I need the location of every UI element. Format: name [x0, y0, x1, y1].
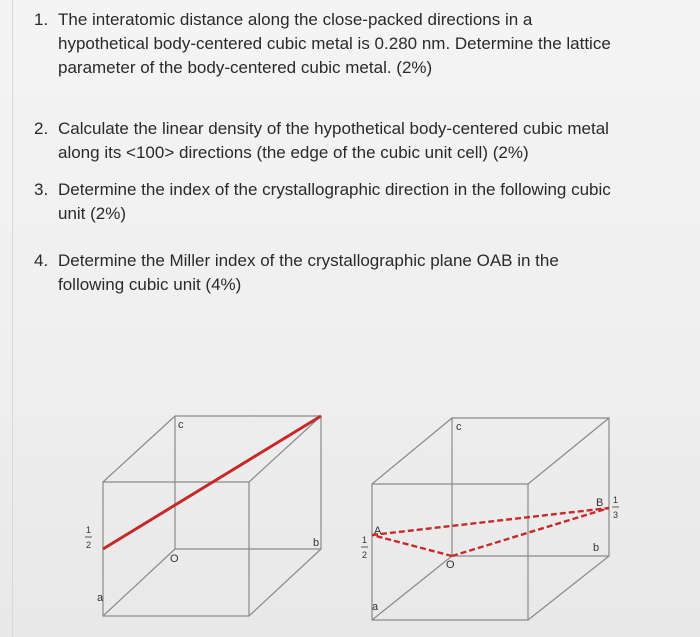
right-origin-label: O — [446, 559, 455, 571]
right-a-fraction-denominator: 2 — [362, 550, 368, 560]
plane-edge-a-b — [372, 508, 609, 535]
question-2-number: 2. — [34, 119, 49, 138]
right-axis-a-label: a — [372, 601, 379, 613]
left-cube-edge-bottom-right — [249, 549, 321, 616]
plane-edge-o-b — [452, 508, 609, 556]
right-cube-front-face — [372, 484, 528, 620]
left-origin-label: O — [170, 553, 179, 565]
question-4-number: 4. — [34, 251, 49, 270]
left-cube-edge-top-left — [103, 416, 175, 482]
question-4-line-1: Determine the Miller index of the crystallographic plane OAB in the — [58, 251, 559, 270]
left-cube-edge-bottom-left — [103, 549, 175, 616]
right-b-fraction-numerator: 1 — [613, 495, 619, 505]
right-a-fraction-numerator: 1 — [362, 535, 368, 545]
question-1-number: 1. — [34, 10, 49, 29]
question-2-line-1: Calculate the linear density of the hypothetical body-centered cubic metal — [58, 119, 609, 138]
left-cube-edge-top-right — [249, 416, 321, 482]
right-cube-edge-bottom-left — [372, 556, 452, 620]
question-4-line-2: following cubic unit (4%) — [58, 275, 242, 294]
left-fraction-denominator: 2 — [86, 540, 92, 550]
question-1-line-1: The interatomic distance along the close-packed directions in a — [58, 10, 533, 29]
left-axis-a-label: a — [97, 592, 104, 604]
question-3-line-1: Determine the index of the crystallographic direction in the following cubic — [58, 180, 611, 199]
left-cube — [103, 416, 321, 616]
right-axis-c-label: c — [456, 421, 462, 433]
question-3-number: 3. — [34, 180, 49, 199]
question-3-line-2: unit (2%) — [58, 204, 127, 223]
left-fraction-numerator: 1 — [86, 525, 92, 535]
plane-edge-o-a — [372, 535, 452, 556]
right-cube-plane-oab — [372, 508, 609, 556]
question-1-line-2: hypothetical body-centered cubic metal is 0.280 nm. Determine the lattice — [58, 34, 611, 53]
right-cube-edge-top-right — [528, 418, 609, 484]
right-point-b-label: B — [596, 497, 604, 509]
left-axis-c-label: c — [178, 419, 184, 431]
right-cube-back-face — [452, 418, 609, 556]
right-point-a-label: A — [374, 525, 382, 537]
question-2-line-2: along its <100> directions (the edge of the cubic unit cell) (2%) — [58, 143, 529, 162]
right-b-fraction-denominator: 3 — [613, 510, 619, 520]
right-cube-edge-top-left — [372, 418, 452, 484]
right-cube-edge-bottom-right — [528, 556, 609, 620]
right-axis-b-label: b — [593, 542, 600, 554]
left-axis-b-label: b — [313, 537, 320, 549]
question-1-line-3: parameter of the body-centered cubic metal. (2%) — [58, 58, 433, 77]
